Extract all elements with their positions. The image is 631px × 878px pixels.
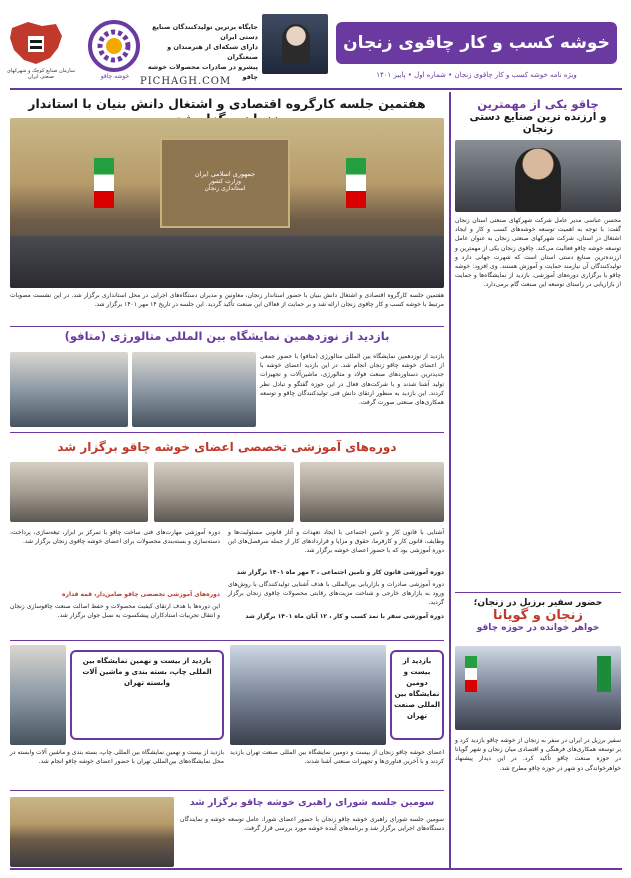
expo-photo: [10, 352, 128, 427]
training-article-title: دوره‌های آموزشی تخصصی اعضای خوشه چاقو برگزار شد: [57, 440, 397, 454]
org-caption: سازمان صنایع کوچک و شهرکهای صنعتی ایران: [6, 68, 75, 80]
expo-body: بازدید از نوزدهمین نمایشگاه بین المللی متالورژی (متافو) با حضور جمعی از اعضای خوشه چاقو زنجان انجام شد. در این بازدید اعضای خوشه با جدیدترین دستاوردهای صنعت فولاد و متالورژی، ماشین‌آلات و تجهیزات تولید آشنا شدند و با شرکت‌های فعال در این حوزه گفتگو و تبادل نظر کردند. این بازدید به منظور ارتقای دانش فنی تولیدکنندگان چاقو و توسعه همکاری‌های صنعتی صورت گرفت.: [260, 353, 444, 407]
brazil-flag-icon: [597, 656, 611, 692]
footer-divider: [10, 868, 622, 870]
newspaper-title-banner: [336, 22, 617, 64]
iran-flag-icon: [346, 158, 366, 208]
pack-expo-photo: [10, 645, 66, 745]
expo-photo: [132, 352, 256, 427]
pack-expo-title: بازدید از بیست و نهمین نمایشگاه بین المللی چاپ، بسته بندی و ماشین آلات وابسته تهران: [82, 657, 212, 687]
gear-icon: [96, 28, 132, 64]
title-line: حضور سفیر برزیل در زنجان؛: [473, 598, 603, 608]
title-line: چاقو یکی از مهمترین: [477, 97, 599, 111]
pack-expo-box: [70, 650, 224, 740]
training-photo: [10, 462, 148, 522]
cluster-logo: [88, 20, 140, 72]
conference-table: [10, 236, 444, 288]
leader-portrait: [262, 14, 328, 74]
sidebar-article1-body: محسن عباسی مدیر عامل شرکت شهرکهای صنعتی استان زنجان گفت: با توجه به اهمیت توسعه خوشه‌های کسب و کار و ایجاد اشتغال در استان، شرکت شهرکهای صنعتی زنجان به عنوان عامل توسعه خوشه چاقو فعالیت می‌کند. چاقوی زنجان یکی از مهمترین و ارزنده‌ترین صنایع دستی استان است که شهرت جهانی دارد و تولیدکنندگان آن نیازمند حمایت و آموزش هستند. وی افزود: خوشه چاقو با برگزاری دوره‌های آموزشی، بازدید از نمایشگاه‌ها و حمایت از بازاریابی در راستای توسعه این صنعت گام برمی‌دارد.: [455, 217, 621, 289]
tehran-expo-body: اعضای خوشه چاقو زنجان از بیست و دومین نمایشگاه بین المللی صنعت تهران بازدید کردند و با آخرین فناوری‌ها و تجهیزات صنعتی آشنا شدند.: [230, 749, 444, 766]
newspaper-title: خوشه کسب و کار چاقوی زنجان: [343, 33, 610, 53]
section-divider: [455, 592, 621, 593]
title-line: زنجان و گویانا: [492, 608, 584, 623]
council-photo: [10, 797, 174, 867]
section-divider: [10, 790, 444, 791]
banner-text: وزارت کشور: [208, 178, 242, 185]
tehran-expo-box: [390, 650, 444, 740]
tehran-expo-photo: [230, 645, 386, 745]
banner-text: استانداری زنجان: [204, 185, 246, 192]
sidebar-article2-title: [455, 598, 621, 633]
iran-map-logo-icon: [6, 18, 66, 68]
training-subhead-2: دوره آموزشی سفر با نمد کسب و کار ، ۱۲ آبان ماه ۱۴۰۱ برگزار شد: [245, 613, 444, 620]
training-photo: [300, 462, 444, 522]
person-icon: [515, 148, 561, 212]
lead-article-title: هفتمین جلسه کارگروه اقتصادی و اشتغال دانش بنیان با استاندار: [28, 96, 426, 111]
iran-flag-icon: [465, 656, 477, 692]
expo-article-title: بازدید از نوزدهمین نمایشگاه بین المللی متالورژی (متافو): [64, 329, 390, 343]
slogan-line: پیشرو در صادرات محصولات خوشه چاقو: [147, 63, 258, 81]
official-portrait: [455, 140, 621, 212]
training-body-1: آشنایی با قانون کار و تامین اجتماعی با ایجاد تعهدات و آثار قانونی مسئولیت‌ها و وظایف، قانون کار و کارفرما، حقوق و مزایا و قراردادهای کار از جمله سرفصل‌های این دوره آموزشی بود که با حضور اعضای خوشه برگزار شد.: [228, 529, 444, 555]
slogan-line: جایگاه برترین تولیدکنندگان صنایع دستی ایران: [152, 23, 258, 41]
training-photo: [154, 462, 294, 522]
council-body: سومین جلسه شورای راهبری خوشه چاقو زنجان با حضور اعضای شورا، عامل توسعه خوشه و نمایندگان دستگاه‌های اجرایی برگزار شد و برنامه‌های آینده خوشه مورد بررسی قرار گرفت.: [180, 816, 444, 833]
training-body-3: دوره آموزشی مهارت‌های فنی ساخت چاقو با تمرکز بر ابزار، تیغه‌سازی، پرداخت، دسته‌سازی و بسته‌بندی محصولات برای اعضای خوشه چاقوی زنجان برگزار شد.: [10, 529, 220, 546]
website-url[interactable]: PICHAGH.COM: [140, 76, 232, 87]
training-body-4: این دوره‌ها با هدف ارتقای کیفیت محصولات و حفظ اصالت صنعت چاقوسازی زنجان و انتقال تجربیات استادکاران پیشکسوت به نسل جوان برگزار شد.: [10, 603, 220, 620]
ambassador-photo: [455, 646, 621, 730]
sidebar-article2-body: سفیر برزیل در ایران در سفر به زنجان از خوشه چاقو بازدید کرد و بر توسعه همکاری‌های فرهنگی و اقتصادی میان زنجان و شهر گویانا در حوزه صنعت چاقو تأکید کرد. در این دیدار پیشنهاد خواهرخواندگی دو شهر در حوزه چاقو مطرح شد.: [455, 737, 621, 772]
lead-caption: هفتمین جلسه کارگروه اقتصادی و اشتغال دانش بنیان با حضور استاندار زنجان، معاونین و مدیران دستگاه‌های اجرایی در محل استانداری برگزار شد. در این نشست مصوبات مرتبط با خوشه کسب و کار چاقوی زنجان ارائه شد و بر حمایت از فعالان این صنعت تأکید گردید. این جلسه در تاریخ ۱۴ مهر ۱۴۰۱ برگزار شد.: [10, 292, 444, 309]
training-subhead-3: دوره‌های آموزشی تخصصی چاقو ضامن‌دار، قمه قداره: [61, 591, 220, 598]
slogan-line: دارای شبکه‌ای از هنرمندان و صنعتگران: [167, 43, 258, 61]
sidebar-article1-title: [455, 97, 621, 135]
section-divider: [10, 432, 444, 433]
podium-wall: [160, 138, 290, 228]
training-body-2: دوره آموزشی صادرات و بازاریابی بین‌المللی با هدف آشنایی تولیدکنندگان با روش‌های ورود به بازارهای خارجی و شناخت مزیت‌های رقابتی محصولات چاقوی زنجان برگزار گردید.: [228, 581, 444, 607]
pack-expo-body: بازدید از بیست و نهمین نمایشگاه بین المللی چاپ، بسته بندی و ماشین آلات وابسته در محل نمایشگاه‌های بین‌المللی تهران با حضور اعضای خوشه چاقو انجام شد.: [10, 749, 224, 766]
title-line: خواهر خوانده در حوزه چاقو: [476, 623, 600, 633]
section-divider: [10, 640, 444, 641]
issue-subtitle: ویژه نامه خوشه کسب و کار چاقوی زنجان • شماره اول • پاییز ۱۴۰۱: [376, 71, 577, 79]
banner-text: جمهوری اسلامی ایران: [194, 170, 256, 178]
title-line: و ارزنده ترین صنایع دستی زنجان: [469, 111, 607, 135]
logo-caption: خوشه چاقو: [100, 73, 130, 80]
training-subhead-1: دوره آموزشی قانون کار و تامین اجتماعی ، ۳ مهر ماه ۱۴۰۱ برگزار شد: [236, 569, 444, 576]
header-divider: [10, 88, 622, 90]
tehran-expo-title: بازدید از بیست و دومین نمایشگاه بین المللی صنعت تهران: [394, 657, 440, 720]
section-divider: [10, 326, 444, 327]
iran-flag-icon: [94, 158, 114, 208]
meeting-photo: [10, 118, 444, 288]
council-article-title: سومین جلسه شورای راهبری خوشه چاقو برگزار شد: [189, 797, 435, 808]
header-slogan: [144, 22, 258, 82]
column-divider: [449, 92, 451, 868]
